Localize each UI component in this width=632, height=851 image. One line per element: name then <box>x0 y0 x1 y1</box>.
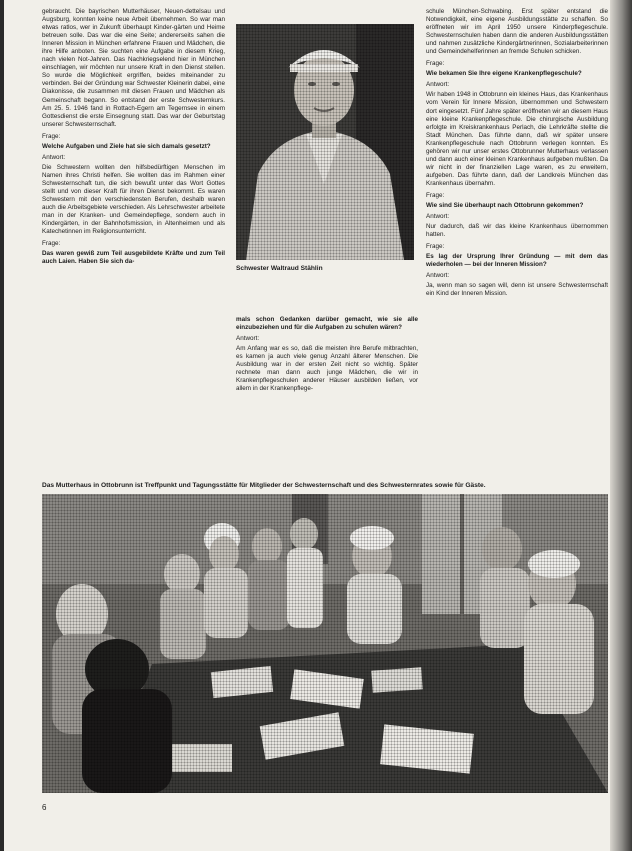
answer-text: Ja, wenn man so sagen will, denn ist unsere Schwesternschaft ein Kind der Inneren Mission. <box>426 282 608 298</box>
question-label: Frage: <box>42 240 61 248</box>
question-text: mals schon Gedanken darüber gemacht, wie sie alle einzubeziehen und für die Aufgaben zu schulen wären? <box>236 316 418 332</box>
answer-text: Die Schwestern wollten den hilfsbedürftigen Menschen im Namen ihres Christi helfen. Sie wollten das im Rahmen einer Schwesternschaft tun, die sich bewußt unter das Wort Gottes stellt und von dieser Kraft für ihren Dienst bekommt. Es waren Schwestern mit den verschiedensten Berufen, deshalb waren auch die Arbeitsgebiete verschieden. Als Lehrschwester arbeitete man in der Kranken- und Gemeindepflege, sondern auch in Kindergärten, in der Bahnhofsmission, in Altenheimen und als Katechetinnen im Religionsunterricht. <box>42 163 225 236</box>
answer-text: Wir haben 1948 in Ottobrunn ein kleines Haus, das Krankenhaus vom Verein für Innere Mission, übernommen und Schwestern dort eingesetzt. Fünf Jahre später eröffneten wir an diesem Haus eine kleine Krankenpflegeschule. Die chirurgische Ausbildung erfolgte im Kreiskrankenhaus Perlach, die Lehrkräfte stellte die Stadt München. Das führte dann, daß wir später unsere Krankenpflegeschule nach Ottobrunn verlegen konnten. Es gehören wir nur unser erstes Ottobrunner Mutterhaus verlassen und dann auch einer kleinen Krankenhaus aufgeben mußten. Da wir nicht in der finanziellen Lage waren, es zu erweitern, aufgeben. Das führte dann, daß der Landkreis München das Krankenhaus übernahm. <box>426 91 608 187</box>
portrait-illustration <box>236 24 414 260</box>
paragraph: schule München-Schwabing. Erst später entstand die Notwendigkeit, eine eigene Ausbildungsstätte zu schaffen. So eröffneten wir im April 1950 unsere Kinderpflegeschule. Schwesternschulen haben dann die anderen Ausbildungsstätten und nahmen zusätzliche Kindergärtnerinnen, Sozialarbeiterinnen und Gemeindehelferinnen an fremde Schulen schicken. <box>426 8 608 56</box>
answer-label: Antwort: <box>426 213 450 221</box>
answer-label: Antwort: <box>426 272 450 280</box>
page-number: 6 <box>42 803 47 812</box>
question-label: Frage: <box>426 191 445 199</box>
paragraph: gebraucht. Die bayrischen Mutterhäuser, Neuen-dettelsau und Augsburg, konnten keine neue Arbeit übernehmen. So war man etwas ratlos, wer in Zukunft überhaupt Kinder-gärten und Heime betreuen solle. Das war die eine Seite; andererseits sahen die Inneren Mission in München erfahrene Frauen und Mädchen, die ihre Hilfe anboten. Sie suchten eine Aufgabe in diesem Krieg, nach vielen Not-Jahren. Das Nachkriegselend hier in München einschlagen, wir möchten nur unsere Kraft in den Dienst stellen. So wurde die Möglichkeit ergriffen, beides miteinander zu verbinden. Bei der Gründung war Schwester Kleinerin dabei, eine Diakonisse, die zusammen mit diesen Frauen und Mädchen als Gemeinschaft begann. So entstand der erste Schwesternkurs. Am 25. 5. 1946 fand in Rottach-Egern am Tegernsee in einem Gottesdienst die erste Einsegnung statt. Das war der Geburtstag unserer Schwesternschaft. <box>42 8 225 128</box>
question-label: Frage: <box>426 243 445 251</box>
question-text: Wie sind Sie überhaupt nach Ottobrunn gekommen? <box>426 202 584 210</box>
answer-text: Am Anfang war es so, daß die meisten ihre Berufe mitbrachten, es kamen ja auch viele genug Anzahl älterer Menschen. Die Ausbildung war in der ersten Zeit nicht so wichtig. Später rechnete man dann auch junge Mädchen, die wir in Krankenpflegeschulen anderer Häuser ausbilden ließen, vor allem in der Krankenpflege- <box>236 345 418 393</box>
portrait-caption: Schwester Waltraud Stählin <box>236 265 323 272</box>
question-label: Frage: <box>42 132 61 140</box>
group-photo-caption: Das Mutterhaus in Ottobrunn ist Treffpunkt und Tagungsstätte für Mitglieder der Schwesternschaft und des Schwesternrates sowie für Gäste. <box>42 482 486 489</box>
answer-label: Antwort: <box>426 81 450 89</box>
question-label: Frage: <box>426 60 445 68</box>
text-column-left <box>42 8 225 428</box>
scan-edge-left <box>0 0 4 851</box>
question-text: Es lag der Ursprung Ihrer Gründung — mit dem das wiederholen — bei der Inneren Mission? <box>426 253 608 269</box>
text-column-right <box>426 8 608 428</box>
answer-label: Antwort: <box>236 335 260 343</box>
question-text: Das waren gewiß zum Teil ausgebildete Kräfte und zum Teil auch Laien. Haben Sie sich da- <box>42 250 225 266</box>
text-column-middle <box>236 316 418 428</box>
group-photo-illustration <box>42 494 608 793</box>
question-text: Welche Aufgaben und Ziele hat sie sich damals gesetzt? <box>42 142 211 150</box>
answer-label: Antwort: <box>42 153 66 161</box>
portrait-photo <box>236 24 414 260</box>
answer-text: Nur dadurch, daß wir das kleine Krankenhaus übernommen hatten. <box>426 223 608 239</box>
group-photo <box>42 494 608 793</box>
scan-edge-right <box>610 0 632 851</box>
question-text: Wie bekamen Sie Ihre eigene Krankenpflegeschule? <box>426 70 582 78</box>
